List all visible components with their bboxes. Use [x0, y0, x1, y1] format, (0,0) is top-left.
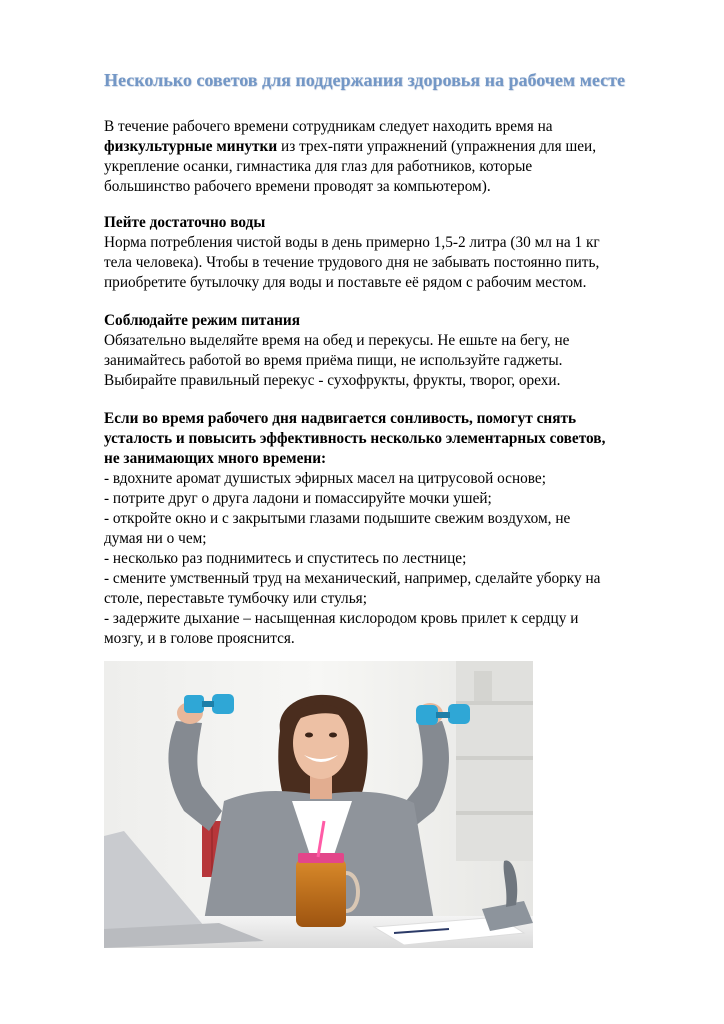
water-heading: Пейте достаточно воды [104, 214, 266, 231]
photo-illustration [104, 661, 533, 948]
tip-line: - несколько раз поднимитесь и спуститесь по лестнице; [104, 550, 467, 567]
tip-line: - задержите дыхание – насыщенная кислородом кровь прилет к сердцу и [104, 610, 579, 627]
drowsiness-heading-line-1: Если во время рабочего дня надвигается сонливость, помогут снять [104, 410, 577, 427]
shelf-unit [456, 661, 533, 861]
tip-line: - потрите друг о друга ладони и помассируйте мочки ушей; [104, 490, 492, 507]
office-exercise-photo [104, 661, 533, 948]
tip-line: мозгу, и в голове прояснится. [104, 630, 295, 647]
diet-line-1: Обязательно выделяйте время на обед и перекусы. Не ешьте на бегу, не [104, 332, 570, 349]
drowsiness-heading-line-3: не занимающих много времени: [104, 450, 327, 467]
drowsiness-section [104, 409, 674, 649]
intro-line-1: В течение рабочего времени сотрудникам следует находить время на [104, 118, 553, 135]
intro-line-4: большинство рабочего времени проводят за компьютером). [104, 178, 491, 195]
water-line-2: тела человека). Чтобы в течение трудового дня не забывать постоянно пить, [104, 254, 600, 271]
tip-line: - откройте окно и с закрытыми глазами подышите свежим воздухом, не [104, 510, 571, 527]
tip-line: - смените умственный труд на механический, например, сделайте уборку на [104, 570, 601, 587]
diet-section [104, 311, 674, 391]
water-section [104, 213, 674, 293]
intro-bold-term: физкультурные минутки [104, 138, 278, 155]
diet-line-3: Выбирайте правильный перекус - сухофрукты, фрукты, творог, орехи. [104, 372, 561, 389]
intro-line-2-rest: из трех-пяти упражнений (упражнения для шеи, [277, 138, 597, 155]
diet-heading: Соблюдайте режим питания [104, 312, 301, 329]
intro-line-2 [104, 137, 674, 157]
water-line-3: приобретите бутылочку для воды и поставьте её рядом с рабочим местом. [104, 274, 587, 291]
diet-line-2: занимайтесь работой во время приёма пищи, не используйте гаджеты. [104, 352, 563, 369]
tip-line: столе, переставьте тумбочку или стулья; [104, 590, 367, 607]
tip-line: думая ни о чем; [104, 530, 207, 547]
drowsiness-heading-line-2: усталость и повысить эффективность несколько элементарных советов, [104, 430, 606, 447]
tip-line: - вдохните аромат душистых эфирных масел на цитрусовой основе; [104, 470, 546, 487]
intro-paragraph [104, 117, 674, 197]
water-line-1: Норма потребления чистой воды в день примерно 1,5-2 литра (30 мл на 1 кг [104, 234, 600, 251]
page-title: Несколько советов для поддержания здоровья на рабочем месте [104, 70, 625, 90]
face [293, 707, 349, 779]
intro-line-3: укрепление осанки, гимнастика для глаз для работников, которые [104, 158, 533, 175]
